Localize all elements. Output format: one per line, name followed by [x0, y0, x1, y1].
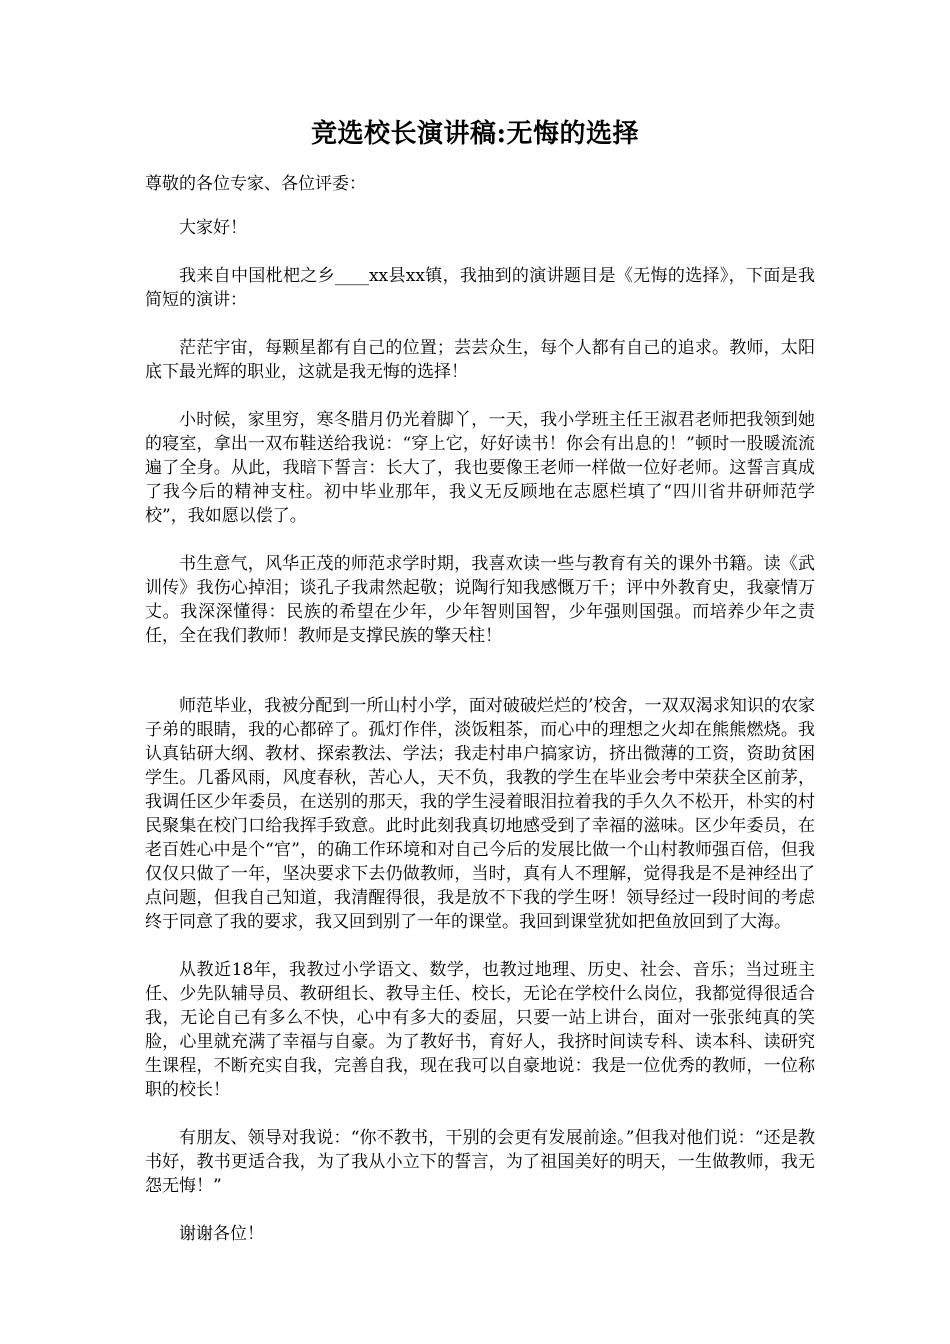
salutation: 尊敬的各位专家、各位评委： — [145, 174, 366, 194]
document-body — [145, 172, 815, 1270]
paragraph-village-school: 师范毕业，我被分配到一所山村小学，面对破破烂烂的’校舍，一双双渴求知识的农家子弟的眼睛，我的心都碎了。孤灯作伴，淡饭粗茶，而心中的理想之火却在熊熊燃烧。我认真钻研大纲、教材、探索教法、学法；我走村串户搞家访，挤出微薄的工资，资助贫困学生。几番风雨，风度春秋，苦心人，天不负，我教的学生在毕业会考中荣获全区前茅，我调任区少年委员，在送别的那天，我的学生浸着眼泪拉着我的手久久不松开，朴实的村民聚集在校门口给我挥手致意。此时此刻我真切地感受到了幸福的滋味。区少年委员，在老百姓心中是个“官”，的确工作环境和对自己今后的发展比做一个山村教师强百倍，但我仅仅只做了一年，坚决要求下去仍做教师，当时，真有人不理解，觉得我是不是神经出了点问题，但我自己知道，我清醒得很，我是放不下我的学生呀！领导经过一段时间的考虑终于同意了我的要求，我又回到别了一年的课堂。我回到课堂犹如把鱼放回到了大海。 — [145, 696, 815, 932]
paragraph-intro: 我来自中国枇杷之乡____xx县xx镇，我抽到的演讲题目是《无悔的选择》，下面是我简短的演讲： — [145, 266, 815, 310]
paragraph-childhood: 小时候，家里穷，寒冬腊月仍光着脚丫，一天，我小学班主任王淑君老师把我领到她的寝室，拿出一双布鞋送给我说：“穿上它，好好读书！你会有出息的！”顿时一股暖流流遍了全身。从此，我暗下誓言：长大了，我也要像王老师一样做一位好老师。这誓言真成了我今后的精神支柱。初中毕业那年，我义无反顾地在志愿栏填了“四川省井研师范学校”，我如愿以偿了。 — [145, 410, 815, 526]
paragraph-greeting: 大家好！ — [179, 218, 247, 238]
paragraph-friends: 有朋友、领导对我说：“你不教书，干别的会更有发展前途。”但我对他们说：“还是教书好，教书更适合我，为了我从小立下的誓言，为了祖国美好的明天，一生做教师，我无怨无悔！” — [145, 1128, 815, 1196]
paragraph-teaching-years: 从教近18年，我教过小学语文、数学，也教过地理、历史、社会、音乐；当过班主任、少先队辅导员、教研组长、教导主任、校长，无论在学校什么岗位，我都觉得很适合我，无论自己有多么不快，心中有多大的委屈，只要一站上讲台，面对一张张纯真的笑脸，心里就充满了幸福与自豪。为了教好书，育好人，我挤时间读专科、读本科、读研究生课程，不断充实自我，完善自我，现在我可以自豪地说：我是一位优秀的教师，一位称职的校长！ — [145, 960, 815, 1100]
paragraph-choice: 茫茫宇宙，每颗星都有自己的位置；芸芸众生，每个人都有自己的追求。教师，太阳底下最光辉的职业，这就是我无悔的选择！ — [145, 338, 815, 382]
document-title: 竞选校长演讲稿:无悔的选择 — [310, 119, 640, 149]
paragraph-normal-school: 书生意气，风华正茂的师范求学时期，我喜欢读一些与教育有关的课外书籍。读《武训传》我伤心掉泪；谈孔子我肃然起敬；说陶行知我感慨万千；评中外教育史，我豪情万丈。我深深懂得：民族的希望在少年，少年智则国智，少年强则国强。而培养少年之责任，全在我们教师！教师是支撑民族的擎天柱！ — [145, 554, 815, 646]
paragraph-thanks: 谢谢各位！ — [179, 1224, 264, 1244]
